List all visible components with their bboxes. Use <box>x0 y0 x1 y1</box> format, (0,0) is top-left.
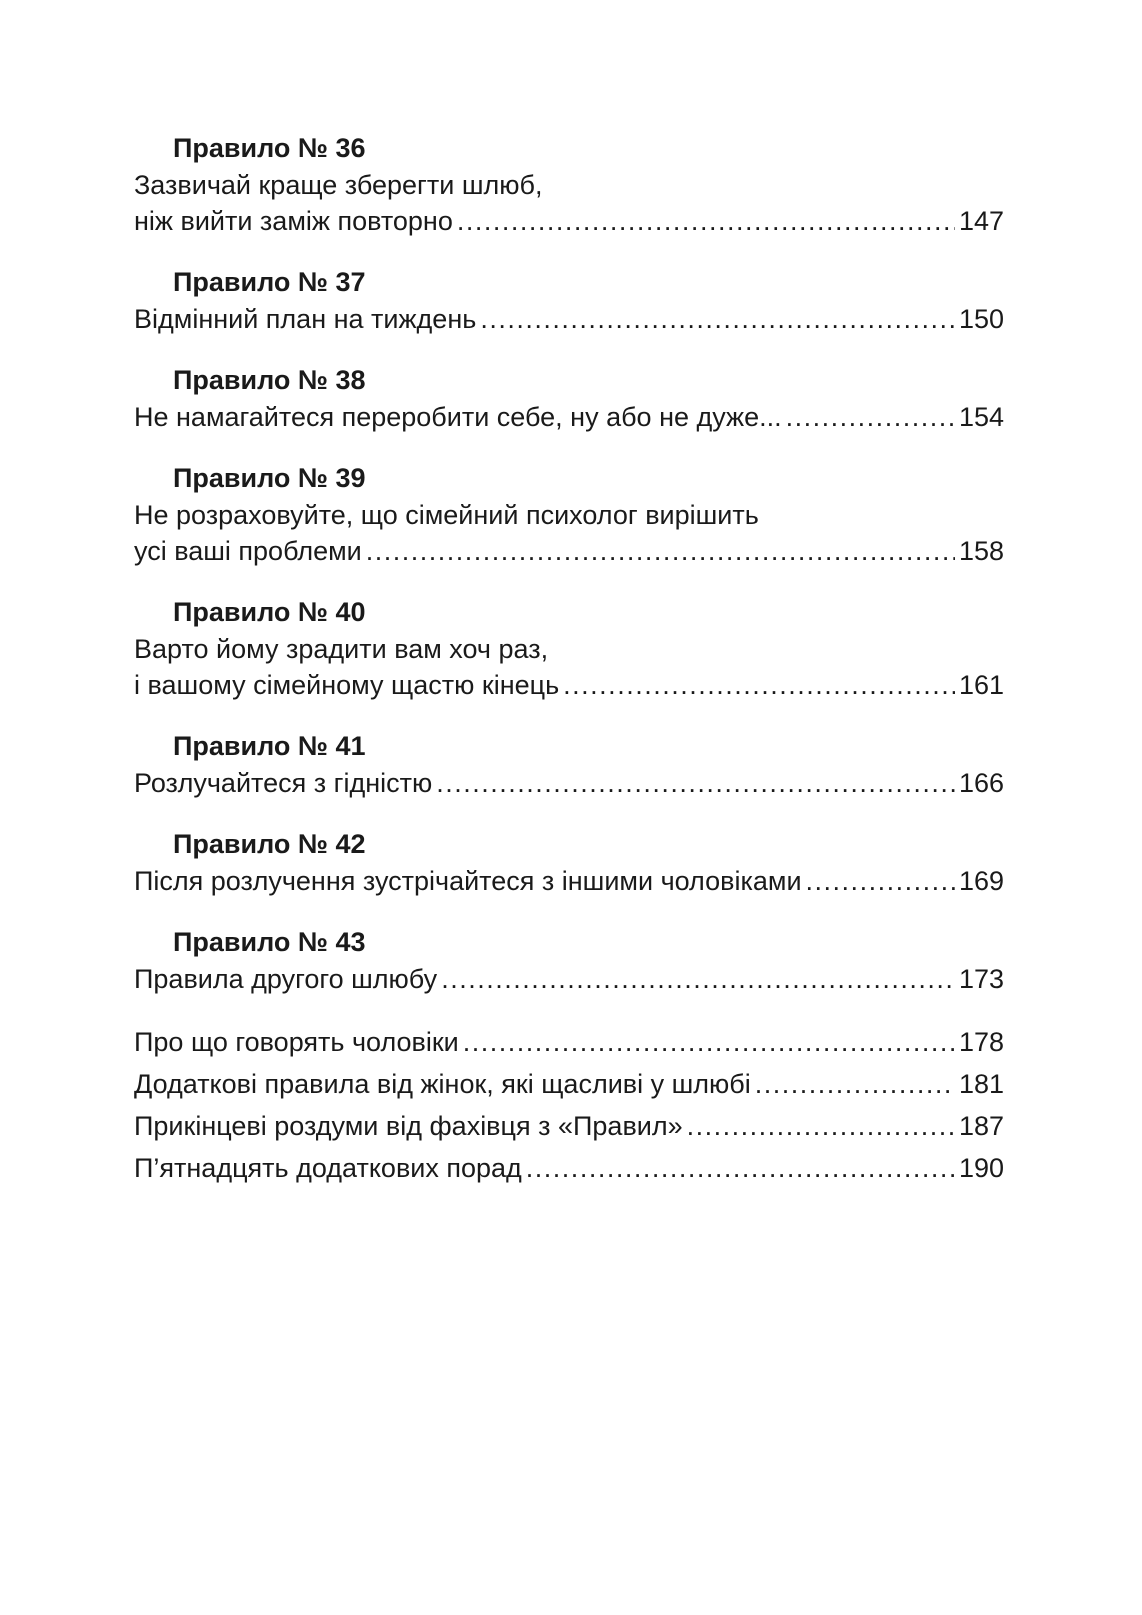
toc-page-number: 150 <box>958 304 1004 334</box>
toc-entry[interactable] <box>134 961 1004 997</box>
toc-entry[interactable] <box>134 1147 1004 1189</box>
toc-entry-title: Прикінцеві роздуми від фахівця з «Правил» <box>134 1111 683 1141</box>
toc-entry-title: П’ятнадцять додаткових порад <box>134 1153 522 1183</box>
rule-title-line: Варто йому зрадити вам хоч раз, <box>134 634 549 664</box>
toc-entry[interactable] <box>134 1105 1004 1147</box>
toc-page-number: 154 <box>958 402 1004 432</box>
toc-entry-title: Додаткові правила від жінок, які щасливі у шлюбі <box>134 1069 751 1099</box>
toc-page-number: 158 <box>958 536 1004 566</box>
dot-leader <box>463 1021 955 1063</box>
toc-rule-36 <box>134 129 1004 239</box>
toc-entry[interactable] <box>134 863 1004 899</box>
dot-leader <box>436 765 955 801</box>
toc-rule-37 <box>134 263 1004 337</box>
toc-entry-title: Про що говорять чоловіки <box>134 1027 459 1057</box>
rule-heading: Правило № 38 <box>173 365 366 395</box>
toc-entry[interactable] <box>134 533 1004 569</box>
toc-page-number: 161 <box>958 670 1004 700</box>
toc-rule-43 <box>134 923 1004 997</box>
toc-entry-title: ніж вийти заміж повторно <box>134 206 453 236</box>
toc-entry-title: Відмінний план на тиждень <box>134 304 477 334</box>
toc-rule-41 <box>134 727 1004 801</box>
toc-page-number: 166 <box>958 768 1004 798</box>
dot-leader <box>755 1063 955 1105</box>
toc-entry-title: і вашому сімейному щастю кінець <box>134 670 560 700</box>
toc-rule-42 <box>134 825 1004 899</box>
rule-heading: Правило № 39 <box>173 463 366 493</box>
toc-page-number: 147 <box>958 206 1004 236</box>
toc-page-number: 190 <box>958 1153 1004 1183</box>
dot-leader <box>687 1105 955 1147</box>
rule-title-line: Не розраховуйте, що сімейний психолог вирішить <box>134 500 759 530</box>
toc-entry[interactable] <box>134 301 1004 337</box>
toc-entry-title: усі ваші проблеми <box>134 536 362 566</box>
rule-heading: Правило № 37 <box>173 267 366 297</box>
rule-heading: Правило № 40 <box>173 597 366 627</box>
toc-rule-39 <box>134 459 1004 569</box>
toc-rule-38 <box>134 361 1004 435</box>
toc-rule-40 <box>134 593 1004 703</box>
toc-entry[interactable] <box>134 1021 1004 1063</box>
toc-page-number: 181 <box>958 1069 1004 1099</box>
rule-title-line: Зазвичай краще зберегти шлюб, <box>134 170 543 200</box>
toc-entry[interactable] <box>134 765 1004 801</box>
toc-entry[interactable] <box>134 667 1004 703</box>
toc-page-number: 187 <box>958 1111 1004 1141</box>
toc-entry[interactable] <box>134 399 1004 435</box>
dot-leader <box>480 301 955 337</box>
dot-leader <box>806 863 955 899</box>
dot-leader <box>786 399 955 435</box>
toc-page-number: 173 <box>958 964 1004 994</box>
dot-leader <box>563 667 955 703</box>
dot-leader <box>366 533 955 569</box>
toc-entry-title: Не намагайтеся переробити себе, ну або не дуже... <box>134 402 782 432</box>
toc-entry[interactable] <box>134 1063 1004 1105</box>
toc-entry[interactable] <box>134 203 1004 239</box>
toc-extras <box>134 1021 1004 1189</box>
rule-heading: Правило № 42 <box>173 829 366 859</box>
table-of-contents <box>134 129 1004 1189</box>
dot-leader <box>526 1147 955 1189</box>
rule-heading: Правило № 41 <box>173 731 366 761</box>
toc-entry-title: Правила другого шлюбу <box>134 964 438 994</box>
dot-leader <box>441 961 955 997</box>
toc-entry-title: Після розлучення зустрічайтеся з іншими чоловіками <box>134 866 802 896</box>
toc-entry-title: Розлучайтеся з гідністю <box>134 768 433 798</box>
rule-heading: Правило № 36 <box>173 133 366 163</box>
toc-page-number: 169 <box>958 866 1004 896</box>
dot-leader <box>457 203 955 239</box>
rule-heading: Правило № 43 <box>173 927 366 957</box>
toc-page-number: 178 <box>958 1027 1004 1057</box>
